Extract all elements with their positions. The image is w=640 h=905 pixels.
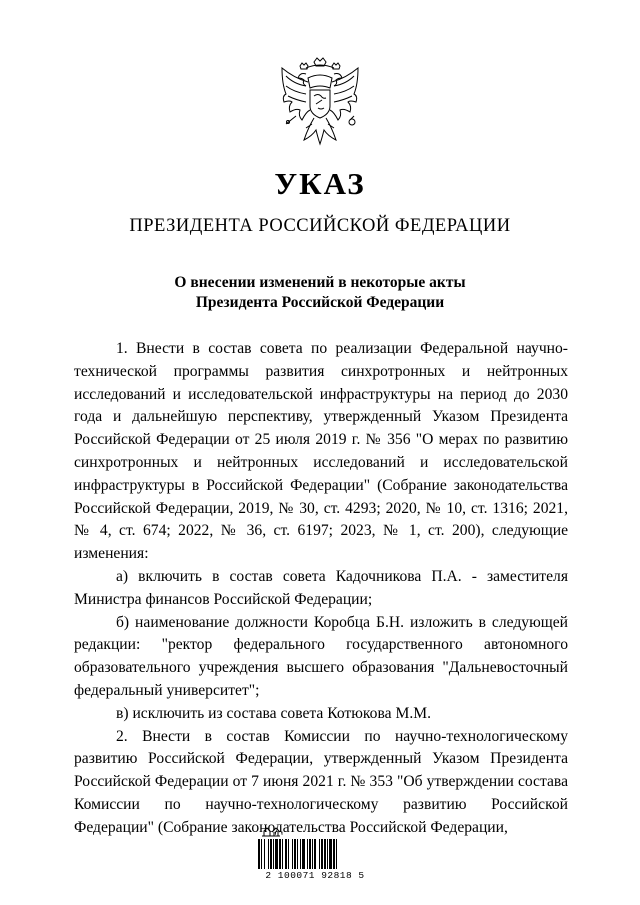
decree-subtitle: ПРЕЗИДЕНТА РОССИЙСКОЙ ФЕДЕРАЦИИ — [129, 216, 511, 236]
barcode-bar — [292, 839, 293, 869]
barcode-bar — [285, 839, 287, 869]
paragraph-1a: а) включить в состав совета Кадочникова П.А. - заместителя Министра финансов Российской Федерации; — [74, 567, 568, 608]
barcode-bar — [309, 839, 311, 869]
paragraph-1: 1. Внести в состав совета по реализации Федеральной научно-технической программы развития синхротронных и нейтронных исследований и исследовательской инфраструктуры на период до 2030 года и дальнейшую перспективу, утвержденный Указом Президента Российской Федерации от 25 июля 2019 г. № 356 "О мерах по развитию синхротронных и нейтронных исследований и исследовательской инфраструктуры в Российской Федерации" (Собрание законодательства Российской Федерации, 2019, № 30, ст. 4293; 2020, № 10, ст. 1316; 2021, № 4, ст. 674; 2022, № 36, ст. 6197; 2023, № 1, ст. 200), следующие изменения: — [74, 340, 568, 563]
barcode-bar — [333, 839, 335, 869]
paragraph-1c: в) исключить из состава совета Котюкова М.М. — [116, 704, 431, 722]
barcode-bar — [273, 839, 274, 869]
barcode-bar — [261, 839, 262, 869]
barcode-bar — [307, 839, 308, 869]
document-body — [74, 338, 568, 840]
heading-line-1: О внесении изменений в некоторые акты — [174, 274, 466, 291]
document-heading — [0, 273, 640, 313]
barcode-bar — [327, 839, 328, 869]
decree-title: УКАЗ — [274, 166, 366, 201]
barcode-bar — [279, 839, 281, 869]
heading-line-2: Президента Российской Федерации — [195, 294, 445, 311]
barcode-bar — [314, 839, 316, 869]
barcode-bar — [319, 839, 320, 869]
barcode-bar — [302, 839, 305, 869]
barcode-bar — [264, 839, 265, 869]
barcode-bar — [270, 839, 272, 869]
coat-of-arms-icon — [276, 56, 364, 148]
barcode-bar — [275, 839, 278, 869]
barcode-bar — [321, 839, 323, 869]
barcode-bar — [288, 839, 289, 869]
barcode-icon — [258, 839, 372, 869]
barcode-bar — [282, 839, 283, 869]
barcode-bar — [312, 839, 313, 869]
barcode-bar — [336, 839, 337, 869]
barcode-number: 2 100071 92818 5 — [265, 870, 365, 881]
paragraph-1b: б) наименование должности Коробца Б.Н. изложить в следующей редакции: "ректор федерального государственного автономного образовательного учреждения высшего образования "Дальневосточный федеральный университет"; — [74, 613, 568, 699]
barcode-bar — [329, 839, 332, 869]
barcode-bar — [258, 839, 260, 869]
barcode-bar — [268, 839, 269, 869]
paragraph-2: 2. Внести в состав Комиссии по научно-технологическому развитию Российской Федерации, утвержденный Указом Президента Российской Федерации от 7 июня 2021 г. № 353 "Об утверждении состава Комиссии по научно-технологическому развитию Российской Федерации" (Собрание законодательства Российской Федерации, — [74, 727, 568, 836]
barcode-block — [250, 826, 380, 884]
stamp-mark-icon — [260, 826, 282, 838]
barcode-bar — [300, 839, 301, 869]
barcode-bar — [324, 839, 326, 869]
barcode-bar — [297, 839, 298, 869]
barcode-bar — [294, 839, 296, 869]
